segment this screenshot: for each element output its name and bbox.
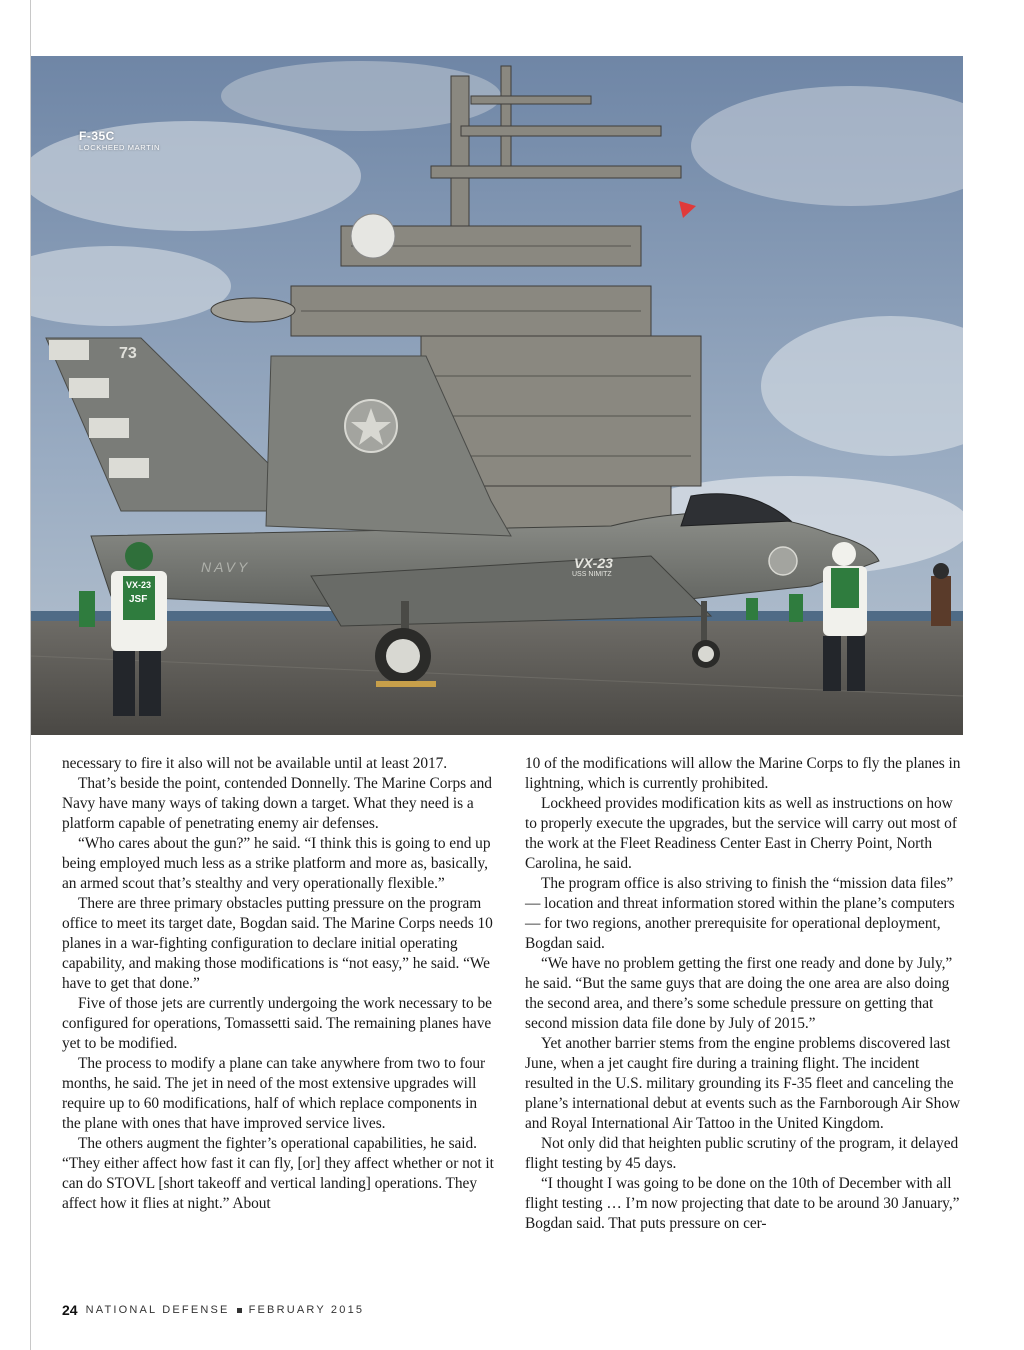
paragraph: There are three primary obstacles putting pressure on the program office to meet its target date, Bogdan said. The Marine Corps needs 10 planes in a war-fighting configuration to declare initial operating capability, and making those modifications is “not easy,” he said. “We have to get that done.” (62, 895, 493, 992)
paragraph: necessary to fire it also will not be available until at least 2017. (62, 755, 448, 772)
f35c-carrier-photo (31, 56, 963, 735)
vest-unit-text: VX-23 (126, 580, 152, 590)
publication-name: NATIONAL DEFENSE (85, 1304, 230, 1316)
paragraph: Yet another barrier stems from the engine problems discovered last June, when a jet caught fire during a training flight. The incident resulted in the U.S. military grounding its F-35 fleet and canceling the plane’s international debut at events such as the Farnborough Air Show and Royal International Air Tattoo in the United Kingdom. (525, 1035, 961, 1132)
paragraph: “I thought I was going to be done on the 10th of December with all flight testing … I’m now projecting that date to be around 30 January,” Bogdan said. That puts pressure on cer- (525, 1175, 960, 1232)
separator-square-icon (237, 1308, 242, 1313)
paragraph: 10 of the modifications will allow the Marine Corps to fly the planes in lightning, which is currently prohibited. (525, 755, 961, 792)
paragraph: “Who cares about the gun?” he said. “I think this is going to end up being employed much less as a strike platform and more as, basically, an armed scout that’s stealthy and very operationally flexible.” (62, 835, 491, 892)
paragraph: “We have no problem getting the first one ready and done by July,” he said. “But the same guys that are doing the one area are also doing the second area, and there’s some schedule pressure on getting that second mission data file done by July of 2015.” (525, 955, 953, 1032)
paragraph: The others augment the fighter’s operational capabilities, he said. “They either affect how fast it can fly, [or] they affect whether or not it can do STOVL [short takeoff and vertical landing] operations. They affect how it flies at night.” About (62, 1135, 494, 1212)
paragraph: The process to modify a plane can take anywhere from two to four months, he said. The jet in need of the most extensive upgrades will require up to 60 modifications, half of which replace components in the plane with ones that have improved service lives. (62, 1055, 486, 1132)
page-number: 24 (62, 1302, 78, 1318)
caption-title: F-35C (79, 129, 115, 143)
photo-caption (79, 129, 160, 153)
paragraph: The program office is also striving to finish the “mission data files” — location and threat information stored within the plane’s computers — for two regions, another prerequisite for operational deployment, Bogdan said. (525, 875, 955, 952)
paragraph: Not only did that heighten public scrutiny of the program, it delayed flight testing by 45 days. (525, 1135, 959, 1172)
fuselage-subtext: USS NIMITZ (572, 571, 612, 578)
issue-date: FEBRUARY 2015 (248, 1304, 365, 1316)
page-footer (62, 1302, 364, 1318)
tail-number: 73 (119, 345, 137, 362)
paragraph: Lockheed provides modification kits as well as instructions on how to properly execute the upgrades, but the service will carry out most of the work at the Fleet Readiness Center East in Cherry Point, North Carolina, he said. (525, 795, 957, 872)
navy-marking: NAVY (201, 559, 251, 575)
paragraph: Five of those jets are currently undergoing the work necessary to be configured for operations, Tomassetti said. The remaining planes have yet to be modified. (62, 995, 492, 1052)
article-column-right (525, 754, 965, 1234)
caption-credit: LOCKHEED MARTIN (79, 143, 160, 152)
article-column-left (62, 754, 498, 1214)
fuselage-text: VX-23 (574, 555, 613, 571)
vest-jsf-text: JSF (129, 594, 148, 605)
paragraph: That’s beside the point, contended Donnelly. The Marine Corps and Navy have many ways of taking down a target. What they need is a platform capable of penetrating enemy air defenses. (62, 775, 492, 832)
